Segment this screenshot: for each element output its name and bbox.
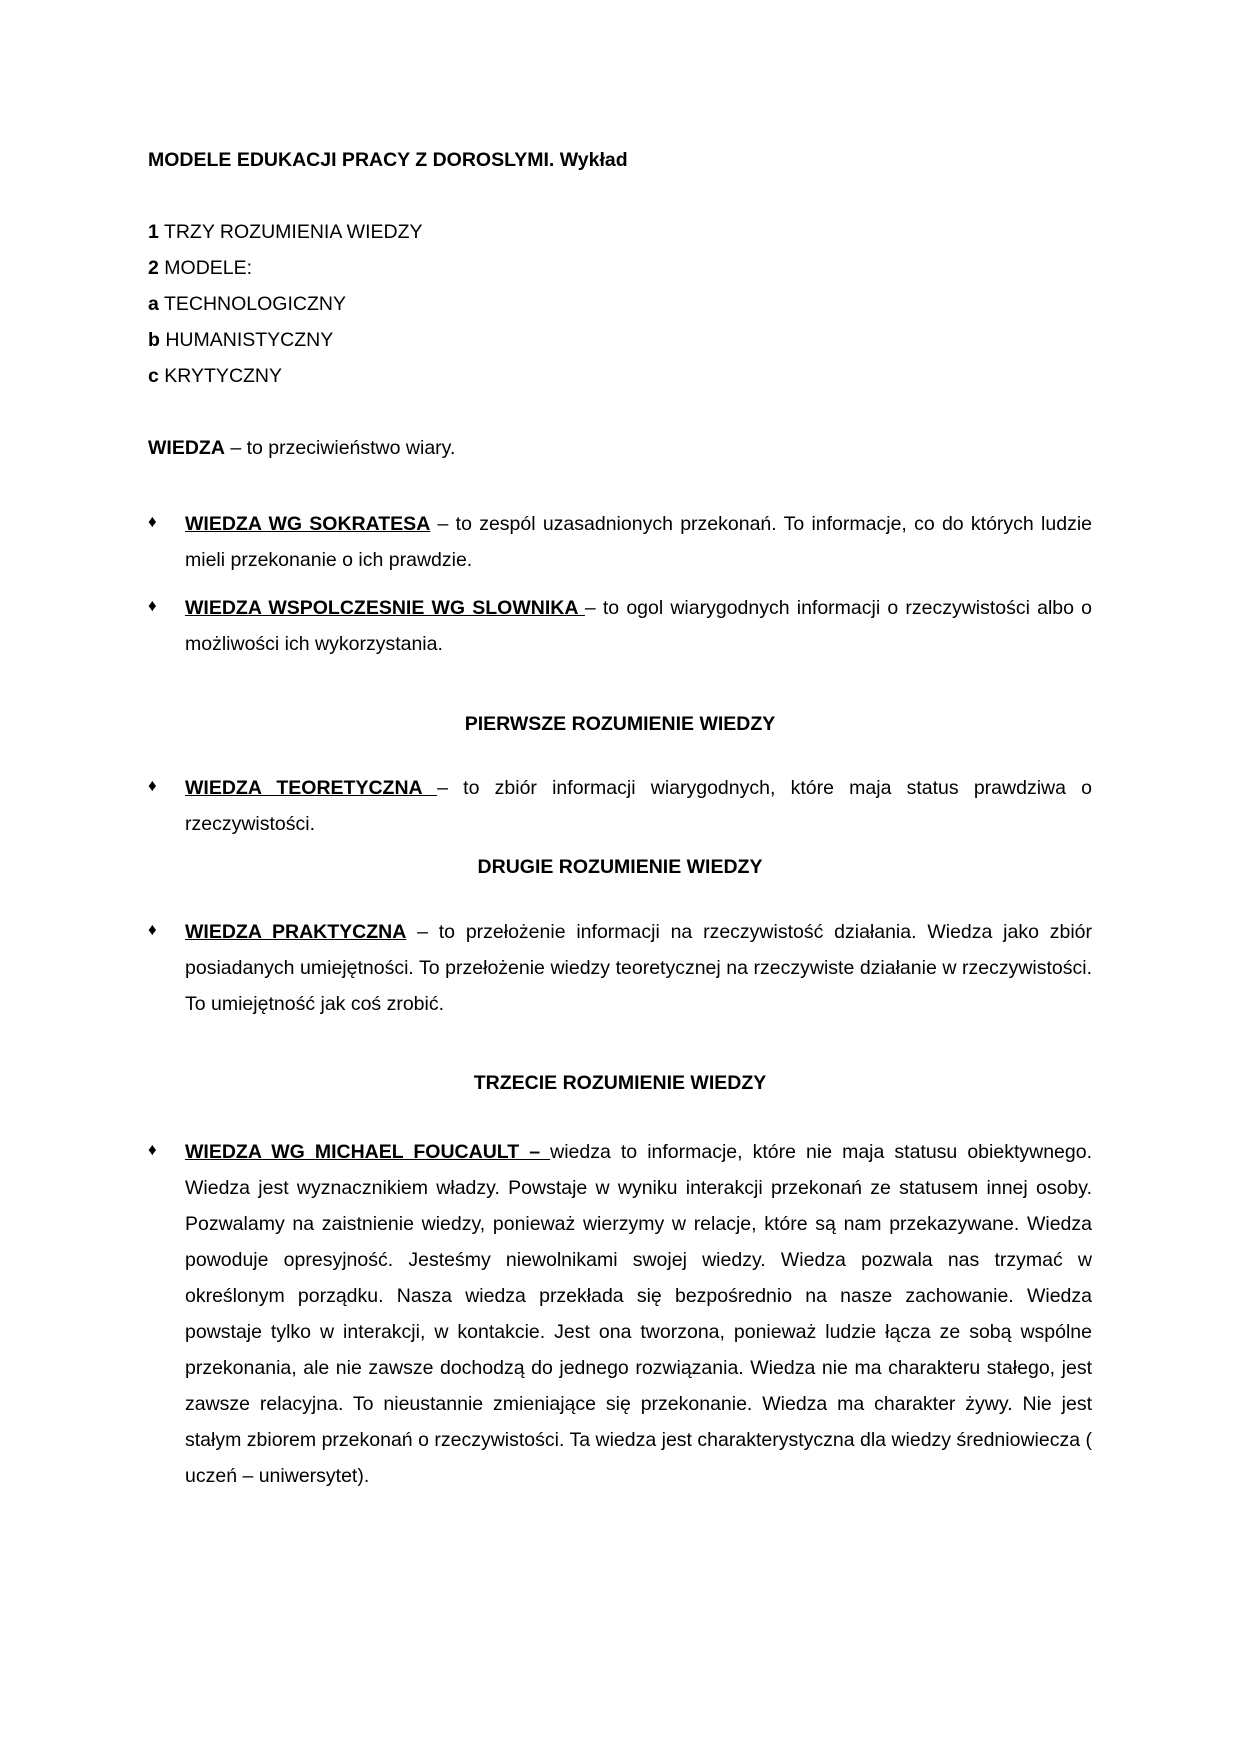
- bullet-term: WIEDZA WG MICHAEL FOUCAULT –: [185, 1141, 551, 1163]
- bullet-text: [185, 770, 1092, 842]
- outline-marker: 1: [148, 221, 159, 243]
- diamond-bullet-icon: ♦: [148, 596, 157, 615]
- bullet-body: – to ogol wiarygodnych informacji o rzeczywistości albo o możliwości ich wykorzystania.: [185, 597, 1093, 655]
- section-heading-first: PIERWSZE ROZUMIENIE WIEDZY: [464, 713, 776, 735]
- outline-text: MODELE:: [164, 257, 253, 279]
- outline-text: KRYTYCZNY: [164, 365, 283, 387]
- outline-text: HUMANISTYCZNY: [165, 329, 334, 351]
- title-suffix: Wykład: [559, 149, 628, 171]
- bullet-body: – to zespól uzasadnionych przekonań. To informacje, co do których ludzie mieli przekonanie o ich prawdzie.: [185, 513, 1092, 571]
- bullet-text: [185, 914, 1092, 1022]
- outline-item-c: [148, 364, 282, 388]
- outline-marker: b: [148, 329, 160, 351]
- diamond-bullet-icon: ♦: [148, 776, 157, 795]
- bullet-text: [185, 1134, 1092, 1494]
- outline-marker: c: [148, 365, 159, 387]
- document-title: [148, 148, 628, 172]
- bullet-text: [185, 590, 1092, 662]
- bullet-body: wiedza to informacje, które nie maja statusu obiektywnego. Wiedza jest wyznacznikiem władzy. Powstaje w wyniku interakcji przekonań ze statusem innej osoby. Pozwalamy na zaistnienie wiedzy, ponieważ wierzymy w relacje, które są nam przekazywane. Wiedza powoduje opresyjność. Jesteśmy niewolnikami swojej wiedzy. Wiedza pozwala nas trzymać w określonym porządku. Nasza wiedza przekłada się bezpośrednio na nasze zachowanie. Wiedza powstaje tylko w interakcji, w kontakcie. Jest ona tworzona, ponieważ ludzie łącza ze sobą wspólne przekonania, ale nie zawsze dochodzą do jednego rozwiązania. Wiedza nie ma charakteru stałego, jest zawsze relacyjna. To nieustannie zmieniające się przekonanie. Wiedza ma charakter żywy. Nie jest stałym zbiorem przekonań o rzeczywistości. Ta wiedza jest charakterystyczna dla wiedzy średniowiecza ( uczeń – uniwersytet).: [185, 1141, 1092, 1487]
- diamond-bullet-icon: ♦: [148, 1140, 157, 1159]
- outline-item-1: [148, 220, 423, 244]
- outline-item-b: [148, 328, 333, 352]
- outline-marker: a: [148, 293, 159, 315]
- section-heading-second: DRUGIE ROZUMIENIE WIEDZY: [477, 856, 763, 878]
- outline-text: TECHNOLOGICZNY: [163, 293, 346, 315]
- bullet-term: WIEDZA WG SOKRATESA: [185, 513, 431, 535]
- bullet-body: – to przełożenie informacji na rzeczywistość działania. Wiedza jako zbiór posiadanych umiejętności. To przełożenie wiedzy teoretycznej na rzeczywiste działanie w rzeczywistości. To umiejętność jak coś zrobić.: [185, 921, 1092, 1015]
- outline-text: TRZY ROZUMIENIA WIEDZY: [163, 221, 423, 243]
- outline-marker: 2: [148, 257, 159, 279]
- title-main: MODELE EDUKACJI PRACY Z DOROSLYMI.: [148, 149, 555, 171]
- definition-line: [148, 436, 455, 460]
- bullet-term: WIEDZA WSPOLCZESNIE WG SLOWNIKA: [185, 597, 585, 619]
- outline-item-2: [148, 256, 252, 280]
- definition-text: – to przeciwieństwo wiary.: [224, 437, 456, 459]
- bullet-term: WIEDZA PRAKTYCZNA: [185, 921, 407, 943]
- outline-item-a: [148, 292, 346, 316]
- diamond-bullet-icon: ♦: [148, 512, 157, 531]
- section-heading-third: TRZECIE ROZUMIENIE WIEDZY: [473, 1072, 767, 1094]
- definition-term: WIEDZA: [148, 437, 225, 459]
- bullet-term: WIEDZA TEORETYCZNA: [185, 777, 438, 799]
- bullet-text: [185, 506, 1092, 578]
- diamond-bullet-icon: ♦: [148, 920, 157, 939]
- bullet-body: – to zbiór informacji wiarygodnych, które maja status prawdziwa o rzeczywistości.: [185, 777, 1093, 835]
